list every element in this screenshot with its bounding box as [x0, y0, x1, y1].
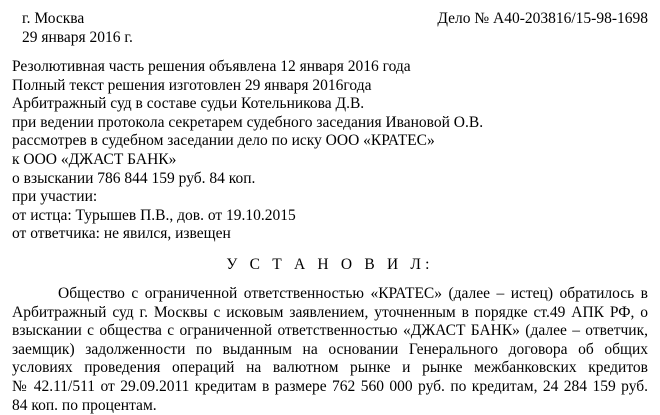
preamble-line: от истца: Турышев П.В., дов. от 19.10.2015	[12, 206, 296, 224]
section-heading: У С Т А Н О В И Л:	[226, 256, 434, 273]
header-left	[22, 10, 133, 47]
paragraph-line: Общество с ограниченной ответственностью «КРАТЕС» (далее – истец) обратилось в	[58, 285, 648, 302]
city: г. Москва	[22, 10, 85, 27]
body-paragraph	[12, 285, 648, 415]
preamble	[12, 58, 648, 244]
preamble-line: Арбитражный суд в составе судьи Котельникова Д.В.	[12, 95, 365, 113]
preamble-line: о взыскании 786 844 159 руб. 84 коп.	[12, 169, 256, 187]
case-number: Дело № А40-203816/15-98-1698	[437, 10, 648, 27]
paragraph-line: Арбитражный суд г. Москвы с исковым заявлением, уточненным в порядке ст.49 АПК РФ, о	[12, 303, 648, 321]
preamble-line: от ответчика: не явился, извещен	[12, 225, 231, 243]
preamble-line: к ООО «ДЖАСТ БАНК»	[12, 150, 177, 168]
preamble-line: при ведении протокола секретарем судебного заседания Ивановой О.В.	[12, 113, 484, 131]
preamble-line: Полный текст решения изготовлен 29 января 2016года	[12, 76, 372, 94]
paragraph-line: 84 коп. по процентам.	[12, 396, 157, 414]
decision-date: 29 января 2016 г.	[22, 28, 133, 46]
preamble-line: рассмотрев в судебном заседании дело по иску ООО «КРАТЕС»	[12, 132, 435, 150]
preamble-line: Резолютивная часть решения объявлена 12 января 2016 года	[12, 58, 411, 75]
paragraph-line: заемщик) задолженности по выданным на основании Генерального договора об общих	[12, 340, 648, 358]
paragraph-line: № 42.11/511 от 29.09.2011 кредитам в размере 762 560 000 руб. по кредитам, 24 284 159 руб.	[12, 377, 648, 395]
paragraph-line: взыскании с общества с ограниченной ответственностью «ДЖАСТ БАНК» (далее – ответчик,	[12, 322, 648, 340]
paragraph-line: условиях проведения операций на валютном рынке и рынке межбанковских кредитов	[12, 359, 648, 377]
preamble-line: при участии:	[12, 188, 98, 206]
